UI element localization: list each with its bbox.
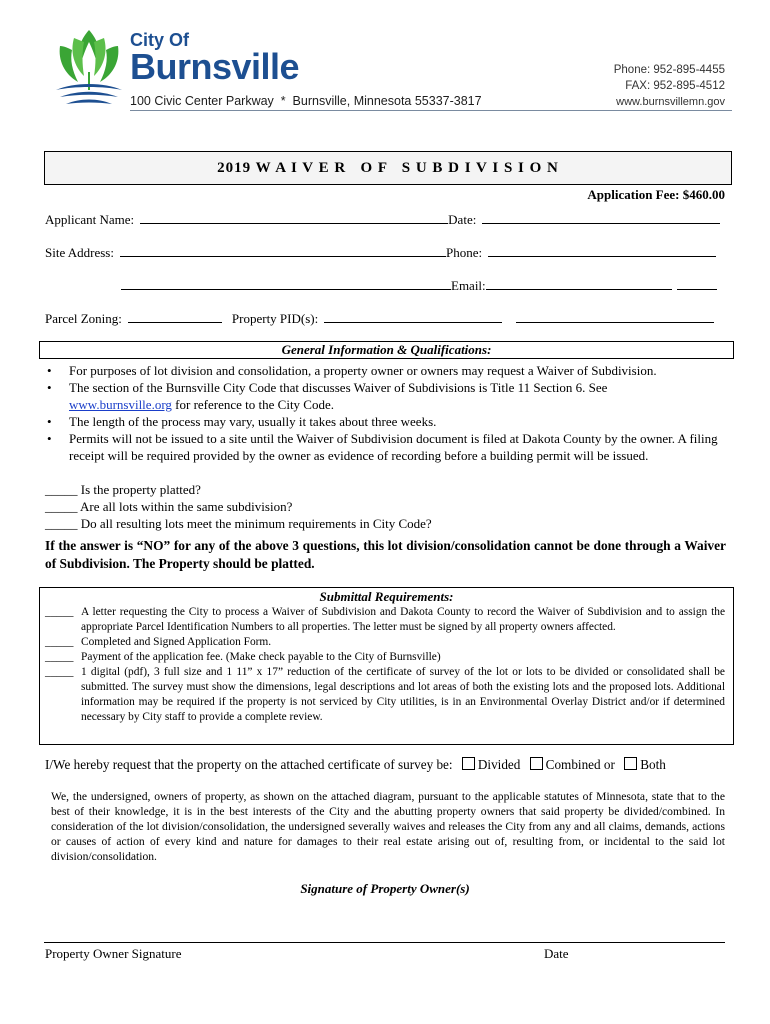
list-item xyxy=(45,362,735,379)
question-platted[interactable]: _____ Is the property platted? xyxy=(45,482,201,497)
date-label-top: Date: xyxy=(448,212,477,227)
both-checkbox[interactable] xyxy=(624,757,637,770)
signature-date-label: Date xyxy=(544,946,569,961)
city-code-link[interactable]: www.burnsville.org xyxy=(69,397,172,412)
general-info-title: General Information & Qualifications: xyxy=(281,342,492,357)
bullet-text: For purposes of lot division and consolidation, a property owner or owners may request a Waiver of Subdivision. xyxy=(69,363,657,378)
email-label: Email: xyxy=(451,278,486,293)
checklist-blank[interactable]: _____ xyxy=(45,606,74,618)
application-fee: Application Fee: $460.00 xyxy=(587,187,725,202)
list-item xyxy=(45,665,725,725)
site-address-label: Site Address: xyxy=(45,245,114,260)
applicant-name-label: Applicant Name: xyxy=(45,212,135,227)
bullet-text: Permits will not be issued to a site until the Waiver of Subdivision document is filed at Dakota County by the owner. A filing receipt will be required provided by the owner as evidence of recording before a building permit will be issued. xyxy=(69,431,718,463)
email-field[interactable] xyxy=(486,277,672,290)
submittal-text: 1 digital (pdf), 3 full size and 1 11” x 17” reduction of the certificate of survey of the lot or lots to be divided or consolidated shall be submitted. The survey must show the dimensions, legal descriptions and lot areas of both the existing lots and the proposed lots. Additional information may be required if the property is not serviced by City utilities, is in an Environmental Overlay District and/or if determined necessary by City staff to provide a complete review. xyxy=(81,666,725,723)
general-info-list xyxy=(45,362,735,464)
request-row xyxy=(45,757,745,773)
city-fax: FAX: 952-895-4512 xyxy=(625,80,725,92)
phone-label: Phone: xyxy=(445,245,483,260)
city-address: 100 Civic Center Parkway * Burnsville, Minnesota 55337-3817 xyxy=(130,94,482,108)
address-line-2-field[interactable] xyxy=(121,277,451,290)
signature-line[interactable] xyxy=(44,942,725,943)
signature-title: Signature of Property Owner(s) xyxy=(300,881,470,896)
email-field-extra[interactable] xyxy=(677,277,717,290)
bullet-text: The length of the process may vary, usually it takes about three weeks. xyxy=(69,414,437,429)
list-item xyxy=(45,379,735,413)
submittal-text: Completed and Signed Application Form. xyxy=(81,636,272,648)
question-same-subdivision[interactable]: _____ Are all lots within the same subdivision? xyxy=(45,499,293,514)
form-title: 2019 W A I V E R O F S U B D I V I S I O N xyxy=(217,159,559,176)
list-item xyxy=(45,605,725,635)
parcel-zoning-label: Parcel Zoning: xyxy=(45,311,122,326)
property-pid-field[interactable] xyxy=(324,310,502,323)
header-divider xyxy=(130,110,732,111)
bullet-text: for reference to the City Code. xyxy=(171,397,334,412)
email-row xyxy=(121,277,717,294)
property-pid-field-2[interactable] xyxy=(516,310,714,323)
applicant-name-row xyxy=(45,211,720,228)
site-address-row xyxy=(45,244,716,261)
combined-checkbox[interactable] xyxy=(530,757,543,770)
logo-city-text: City Of xyxy=(130,30,190,50)
applicant-name-field[interactable] xyxy=(140,211,448,224)
divided-label: Divided xyxy=(477,757,521,772)
list-item xyxy=(45,430,735,464)
property-pid-label: Property PID(s): xyxy=(231,311,319,326)
submittal-text: A letter requesting the City to process a Waiver of Subdivision and Dakota County to record the Waiver of Subdivision and to assign the appropriate Parcel Identification Numbers to all properties. The letter must be signed by all property owners affected. xyxy=(81,606,725,633)
date-field[interactable] xyxy=(482,211,720,224)
bullet-text: The section of the Burnsville City Code that discusses Waiver of Subdivisions is Title 11 Section 6. See xyxy=(69,380,608,395)
site-address-field[interactable] xyxy=(120,244,446,257)
form-title-box xyxy=(44,151,732,185)
submittal-text: Payment of the application fee. (Make check payable to the City of Burnsville) xyxy=(81,651,441,663)
zoning-row xyxy=(45,310,714,327)
parcel-zoning-field[interactable] xyxy=(128,310,222,323)
general-info-header xyxy=(39,341,734,359)
list-item xyxy=(45,413,735,430)
list-item xyxy=(45,635,725,650)
submittal-title: Submittal Requirements: xyxy=(319,589,454,604)
platting-warning: If the answer is “NO” for any of the above 3 questions, this lot division/consolidation cannot be done through a Waiver of Subdivision. The Property should be platted. xyxy=(45,538,726,571)
list-item xyxy=(45,650,725,665)
city-logo-leaf-icon xyxy=(50,26,128,108)
city-phone: Phone: 952-895-4455 xyxy=(613,64,725,76)
logo-name-text: Burnsville xyxy=(130,46,300,87)
request-text: I/We hereby request that the property on the attached certificate of survey be: xyxy=(45,757,453,772)
city-website[interactable]: www.burnsvillemn.gov xyxy=(616,96,725,108)
divided-checkbox[interactable] xyxy=(462,757,475,770)
question-minimum-requirements[interactable]: _____ Do all resulting lots meet the minimum requirements in City Code? xyxy=(45,516,432,531)
phone-field[interactable] xyxy=(488,244,716,257)
both-label: Both xyxy=(640,757,666,772)
checklist-blank[interactable]: _____ xyxy=(45,666,74,678)
checklist-blank[interactable]: _____ xyxy=(45,636,74,648)
combined-label: Combined or xyxy=(545,757,615,772)
declaration-paragraph: We, the undersigned, owners of property, as shown on the attached diagram, pursuant to the applicable statutes of Minnesota, state that to the best of their knowledge, it is in the best interests of the City and the abutting property owners that said property be divided/combined. In consideration of the lot division/consolidation, the undersigned severally waives and releases the City from any and all claims, demands, actions or causes of action of every kind and nature for damages to their real estate arising out of, resulting from, or incidental to the said lot division/consolidation. xyxy=(51,790,725,863)
owner-signature-label: Property Owner Signature xyxy=(45,946,182,961)
submittal-list xyxy=(45,605,725,725)
checklist-blank[interactable]: _____ xyxy=(45,651,74,663)
